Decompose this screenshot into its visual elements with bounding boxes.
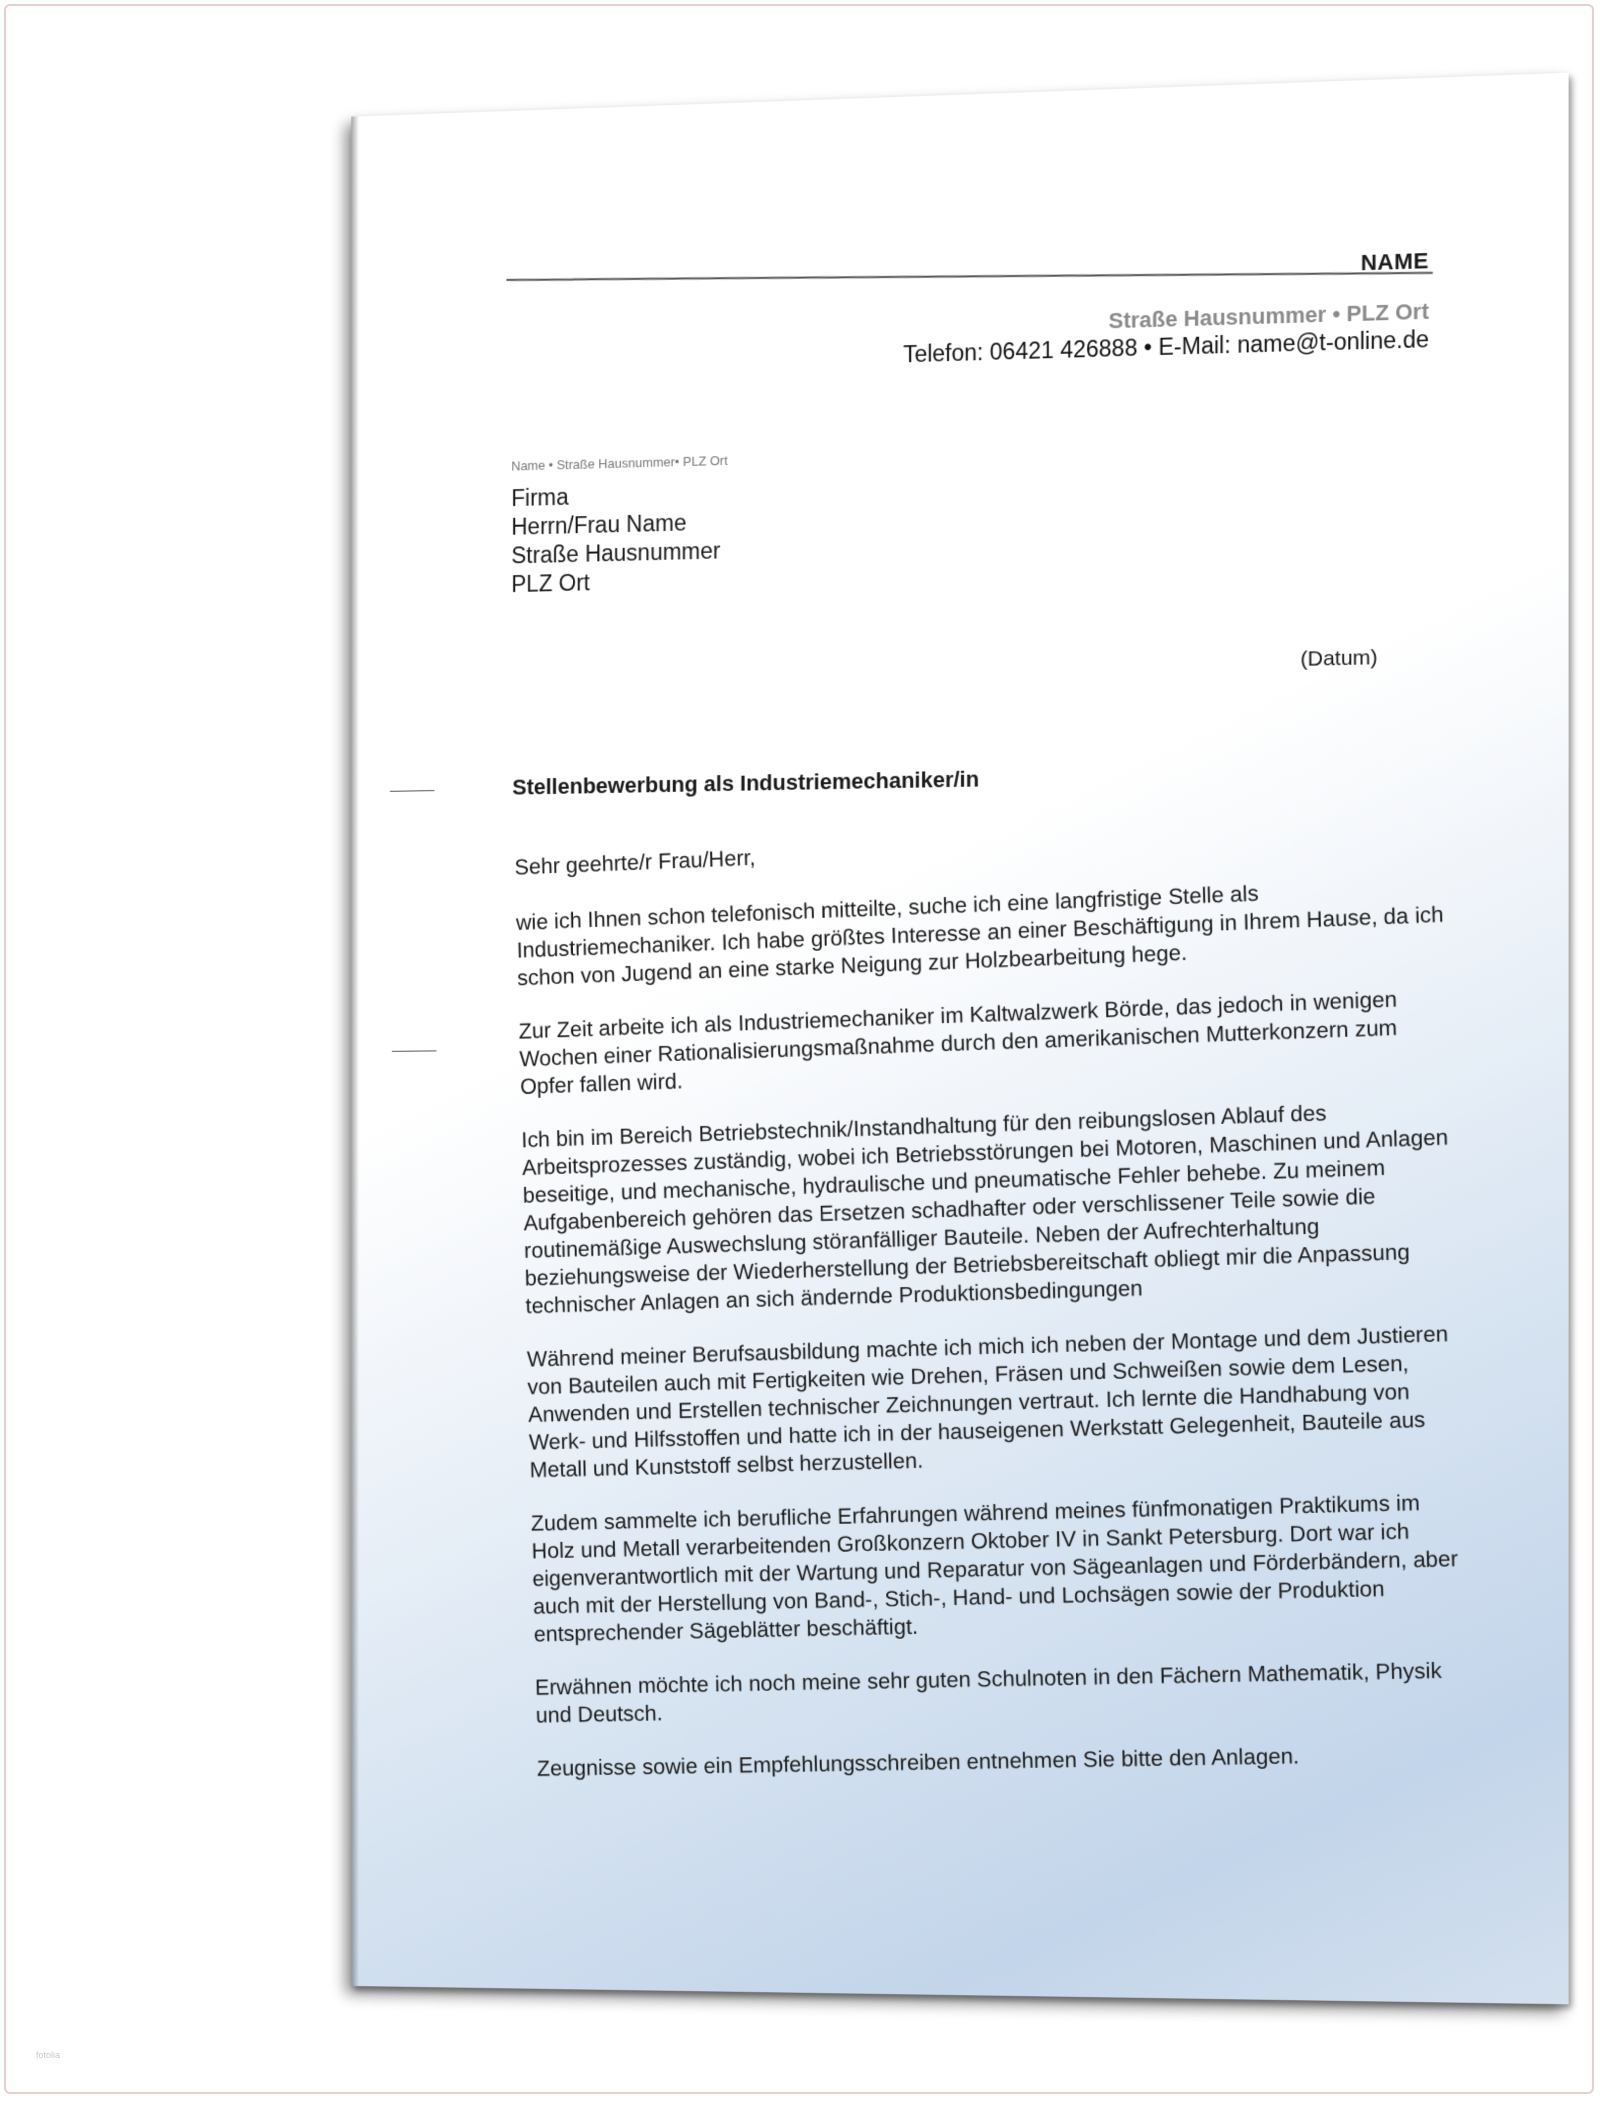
header-divider <box>506 272 1432 281</box>
body-paragraph: Zudem sammelte ich berufliche Erfahrungen während meines fünfmonatigen Praktikums im Holz und Metall verarbeitenden Großkonzern Oktober IV in Sankt Petersburg. Dort war ich eigenverantwortlich mit der Wartung und Reparatur von Sägeanlagen und Förderbändern, aber auch mit der Herstellung von Band-, Stich-, Hand- und Lochsägen sowie der Produktion entsprechender Sägeblätter beschäftigt. <box>530 1489 1459 1647</box>
sender-address: Straße Hausnummer • PLZ Ort <box>1108 298 1429 334</box>
body-paragraph: Zur Zeit arbeite ich als Industriemechaniker im Kaltwalzwerk Börde, das jedoch in wenigen Wochen einer Rationalisierungsmaßnahme durch den amerikanischen Mutterkonzern zum Opfer fallen wird. <box>518 986 1398 1099</box>
body-paragraph: Ich bin im Bereich Betriebstechnik/Instandhaltung für den reibungslosen Ablauf des Arbeitsprozesses zuständig, wobei ich Betriebsstörungen bei Motoren, Maschinen und Anlagen beseitige, und mechanische, hydraulische und pneumatische Fehler behebe. Zu meinem Aufgabenbereich gehören das Ersetzen schadhafter oder verschlissener Teile sowie die routinemäßige Auswechslung störanfälliger Bauteile. Neben der Aufrechterhaltung beziehungsweise der Wiederherstellung der Betriebsbereitschaft obliegt mir die Anpassung technischer Anlagen an sich ändernde Produktionsbedingungen <box>521 1100 1449 1319</box>
body-paragraph: wie ich Ihnen schon telefonisch mitteilte, suche ich eine langfristige Stelle als Industriemechaniker. Ich habe größtes Interesse an einer Beschäftigung in Ihrem Hause, da ich schon von Jugend an eine starke Neigung zur Holzbearbeitung hege. <box>515 880 1444 991</box>
letter-body <box>514 815 1468 1808</box>
fold-mark-upper <box>390 790 435 792</box>
return-address-line: Name • Straße Hausnummer• PLZ Ort <box>511 452 728 474</box>
letter-page <box>351 73 1568 2005</box>
body-paragraph: Zeugnisse sowie ein Empfehlungsschreiben entnehmen Sie bitte den Anlagen. <box>536 1743 1300 1781</box>
fold-mark-middle <box>392 1050 437 1051</box>
recipient-block <box>511 479 720 599</box>
body-paragraph: Erwähnen möchte ich noch meine sehr guten Schulnoten in den Fächern Mathematik, Physik und Deutsch. <box>534 1657 1443 1728</box>
letter-subject: Stellenbewerbung als Industriemechaniker/in <box>512 766 980 800</box>
sender-contact: Telefon: 06421 426888 • E-Mail: name@t-online.de <box>903 325 1429 368</box>
recipient-street: Straße Hausnummer <box>511 537 721 569</box>
body-paragraph: Während meiner Berufsausbildung machte ich mich ich neben der Montage und dem Justieren von Bauteilen auch mit Fertigkeiten wie Drehen, Fräsen und Schweißen sowie dem Lesen, Anwenden und Erstellen technischer Zeichnungen vertraut. Ich lernte die Handhabung von Werk- und Hilfsstoffen und hatte ich in der hauseigenen Werkstatt Gelegenheit, Bauteile aus Metall und Kunststoff selbst herzustellen. <box>526 1320 1449 1483</box>
salutation: Sehr geehrte/r Frau/Herr, <box>514 844 756 880</box>
sender-name: NAME <box>1360 247 1429 276</box>
page-edge-shadow <box>351 116 359 1986</box>
recipient-company: Firma <box>511 483 569 512</box>
recipient-city: PLZ Ort <box>511 569 590 598</box>
recipient-person: Herrn/Frau Name <box>511 509 687 540</box>
watermark-text: fotolia <box>36 2050 61 2060</box>
letter-date: (Datum) <box>1300 646 1378 671</box>
